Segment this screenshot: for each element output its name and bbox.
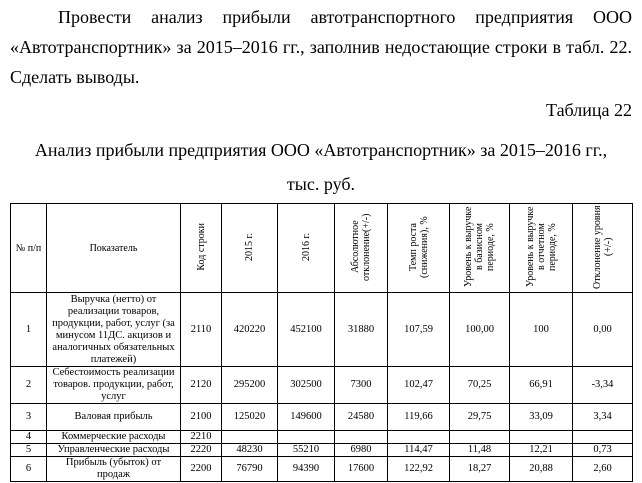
cell-2016: 55210 <box>278 444 335 457</box>
header-indicator: Показатель <box>47 204 181 293</box>
table-caption-line2: тыс. руб. <box>286 174 356 194</box>
cell-num: 1 <box>11 293 47 367</box>
cell-level-report: 100 <box>510 293 573 367</box>
cell-level-base: 11,48 <box>450 444 510 457</box>
cell-num: 5 <box>11 444 47 457</box>
cell-indicator: Выручка (нетто) от реализации товаров, продукции, работ, услуг (за минусом 11ДС. акцизов и аналогичных обязательных платежей) <box>47 293 181 367</box>
cell-num: 2 <box>11 367 47 404</box>
table-row <box>11 444 633 457</box>
header-num: № п/п <box>11 204 47 293</box>
header-level-report: Уровень к выручке в отчетном периоде, % <box>510 204 573 293</box>
cell-2015 <box>222 431 278 444</box>
cell-code: 2120 <box>181 367 222 404</box>
cell-growth-rate: 122,92 <box>388 457 450 482</box>
cell-2016 <box>278 431 335 444</box>
header-code: Код строки <box>181 204 222 293</box>
cell-growth-rate: 107,59 <box>388 293 450 367</box>
cell-abs-deviation: 17600 <box>335 457 388 482</box>
cell-growth-rate: 102,47 <box>388 367 450 404</box>
table-row <box>11 293 633 367</box>
cell-level-deviation: 0,73 <box>573 444 633 457</box>
cell-indicator: Прибыль (убыток) от продаж <box>47 457 181 482</box>
cell-abs-deviation: 7300 <box>335 367 388 404</box>
cell-2016: 452100 <box>278 293 335 367</box>
cell-level-deviation: 0,00 <box>573 293 633 367</box>
cell-num: 3 <box>11 404 47 431</box>
cell-2015: 125020 <box>222 404 278 431</box>
cell-level-deviation: 2,60 <box>573 457 633 482</box>
cell-indicator: Валовая прибыль <box>47 404 181 431</box>
cell-2015: 295200 <box>222 367 278 404</box>
cell-level-base: 70,25 <box>450 367 510 404</box>
cell-code: 2220 <box>181 444 222 457</box>
header-row <box>11 204 633 293</box>
profit-analysis-table <box>10 203 633 482</box>
header-2016: 2016 г. <box>278 204 335 293</box>
cell-indicator: Себестоимость реализации товаров. продукции, работ, услуг <box>47 367 181 404</box>
cell-growth-rate: 119,66 <box>388 404 450 431</box>
cell-num: 4 <box>11 431 47 444</box>
cell-2016: 149600 <box>278 404 335 431</box>
cell-level-base: 100,00 <box>450 293 510 367</box>
cell-num: 6 <box>11 457 47 482</box>
cell-level-base <box>450 431 510 444</box>
cell-level-report: 20,88 <box>510 457 573 482</box>
table-caption-line1: Анализ прибыли предприятия ООО «Автотранспортник» за 2015–2016 гг., <box>34 140 608 160</box>
cell-abs-deviation: 31880 <box>335 293 388 367</box>
header-level-base: Уровень к выручке в базисном периоде, % <box>450 204 510 293</box>
cell-level-report: 12,21 <box>510 444 573 457</box>
cell-2016: 302500 <box>278 367 335 404</box>
header-growth-rate: Темп роста (снижения), % <box>388 204 450 293</box>
cell-level-deviation: -3,34 <box>573 367 633 404</box>
cell-code: 2100 <box>181 404 222 431</box>
cell-abs-deviation <box>335 431 388 444</box>
cell-level-report: 33,09 <box>510 404 573 431</box>
cell-abs-deviation: 6980 <box>335 444 388 457</box>
table-number: Таблица 22 <box>546 100 632 120</box>
cell-2015: 76790 <box>222 457 278 482</box>
cell-growth-rate: 114,47 <box>388 444 450 457</box>
cell-2016: 94390 <box>278 457 335 482</box>
table-row <box>11 457 633 482</box>
cell-growth-rate <box>388 431 450 444</box>
table-row <box>11 404 633 431</box>
header-level-deviation: Отклонение уровня (+/-) <box>573 204 633 293</box>
cell-level-deviation <box>573 431 633 444</box>
cell-abs-deviation: 24580 <box>335 404 388 431</box>
cell-level-base: 29,75 <box>450 404 510 431</box>
header-2015: 2015 г. <box>222 204 278 293</box>
cell-level-report: 66,91 <box>510 367 573 404</box>
task-text: Провести анализ прибыли автотранспортного предприятия ООО «Автотранспортник» за 2015–2016 гг., заполнив недостающие строки в табл. 22. Сделать выводы. <box>10 7 632 87</box>
cell-level-deviation: 3,34 <box>573 404 633 431</box>
cell-level-report <box>510 431 573 444</box>
cell-code: 2200 <box>181 457 222 482</box>
cell-indicator: Управленческие расходы <box>47 444 181 457</box>
cell-code: 2210 <box>181 431 222 444</box>
cell-2015: 48230 <box>222 444 278 457</box>
cell-indicator: Коммерческие расходы <box>47 431 181 444</box>
header-abs-deviation: Абсолютное отклонение(+/-) <box>335 204 388 293</box>
cell-2015: 420220 <box>222 293 278 367</box>
cell-code: 2110 <box>181 293 222 367</box>
cell-level-base: 18,27 <box>450 457 510 482</box>
table-row <box>11 431 633 444</box>
table-row <box>11 367 633 404</box>
